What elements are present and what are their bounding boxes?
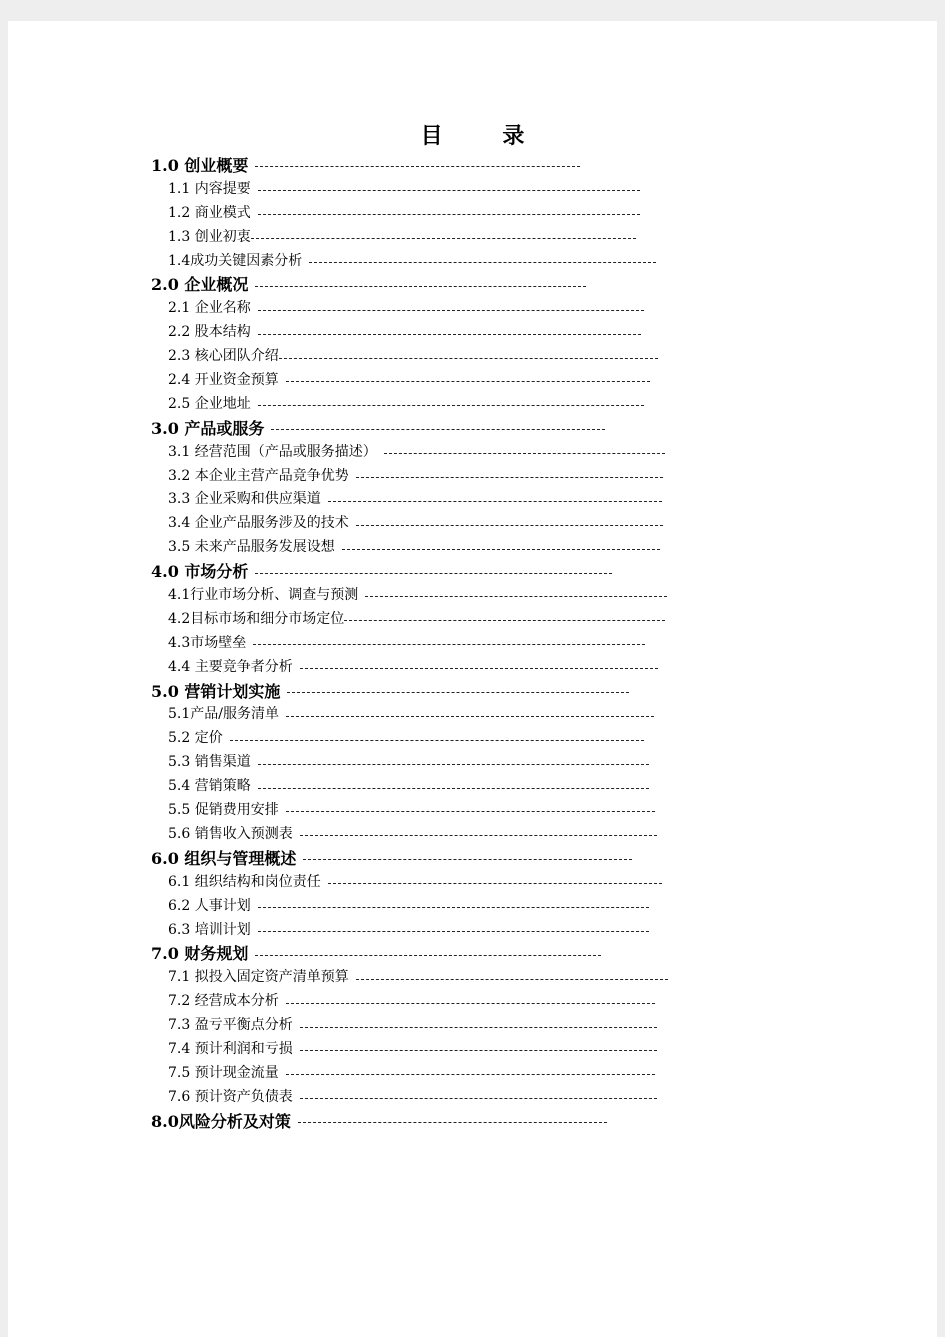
toc-dot-leader (309, 262, 656, 263)
toc-entry-label: 5.0 营销计划实施 (151, 681, 281, 701)
toc-section-entry[interactable] (151, 297, 691, 321)
toc-entry-label: 1.1 内容提要 (168, 180, 251, 197)
toc-section-entry[interactable] (151, 966, 691, 990)
toc-section-entry[interactable] (151, 226, 691, 250)
toc-dot-leader (255, 955, 601, 956)
toc-dot-leader (251, 238, 636, 239)
toc-entry-label: 7.2 经营成本分析 (168, 993, 279, 1010)
toc-section-entry[interactable] (151, 775, 691, 799)
toc-dot-leader (286, 1074, 655, 1075)
toc-section-entry[interactable] (151, 823, 691, 847)
toc-dot-leader (300, 1098, 657, 1099)
toc-dot-leader (344, 620, 665, 621)
toc-entry-label: 6.2 人事计划 (168, 897, 251, 914)
toc-dot-leader (258, 907, 649, 908)
toc-dot-leader (258, 190, 640, 191)
toc-section-entry[interactable] (151, 1038, 691, 1062)
toc-dot-leader (258, 764, 649, 765)
toc-section-entry[interactable] (151, 512, 691, 536)
toc-section-entry[interactable] (151, 488, 691, 512)
toc-entry-label: 4.1行业市场分析、调查与预测 (168, 587, 359, 604)
toc-dot-leader (356, 525, 663, 526)
toc-dot-leader (258, 931, 649, 932)
toc-section-entry[interactable] (151, 393, 691, 417)
toc-section-entry[interactable] (151, 250, 691, 274)
toc-entry-label: 2.2 股本结构 (168, 324, 251, 341)
toc-dot-leader (255, 573, 612, 574)
toc-entry-label: 4.4 主要竞争者分析 (168, 658, 293, 675)
toc-section-entry[interactable] (151, 608, 691, 632)
toc-section-entry[interactable] (151, 871, 691, 895)
toc-dot-leader (255, 286, 586, 287)
toc-dot-leader (230, 740, 644, 741)
toc-entry-label: 7.6 预计资产负债表 (168, 1088, 293, 1105)
toc-entry-label: 5.4 营销策略 (168, 778, 251, 795)
toc-section-entry[interactable] (151, 632, 691, 656)
toc-entry-label: 4.0 市场分析 (151, 562, 249, 582)
toc-dot-leader (287, 692, 629, 693)
toc-entry-label: 2.1 企业名称 (168, 300, 251, 317)
toc-entry-label: 1.3 创业初衷 (168, 228, 251, 245)
toc-dot-leader (258, 310, 644, 311)
toc-entry-label: 8.0风险分析及对策 (151, 1111, 291, 1131)
toc-section-entry[interactable] (151, 178, 691, 202)
toc-dot-leader (303, 859, 632, 860)
toc-section-entry[interactable] (151, 751, 691, 775)
toc-dot-leader (258, 788, 649, 789)
toc-dot-leader (300, 1027, 657, 1028)
toc-dot-leader (356, 979, 668, 980)
toc-entry-label: 3.1 经营范围（产品或服务描述） (168, 443, 377, 460)
toc-section-entry[interactable] (151, 584, 691, 608)
toc-section-entry[interactable] (151, 727, 691, 751)
toc-section-entry[interactable] (151, 202, 691, 226)
toc-entry-label: 5.1产品/服务清单 (168, 706, 279, 723)
toc-entry-label: 6.1 组织结构和岗位责任 (168, 873, 321, 890)
toc-chapter-entry[interactable] (151, 942, 691, 966)
toc-entry-label: 5.2 定价 (168, 730, 223, 747)
toc-entry-label: 2.4 开业资金预算 (168, 372, 279, 389)
toc-dot-leader (286, 811, 655, 812)
toc-section-entry[interactable] (151, 441, 691, 465)
toc-dot-leader (286, 716, 654, 717)
toc-entry-label: 3.2 本企业主营产品竞争优势 (168, 467, 349, 484)
toc-dot-leader (365, 596, 667, 597)
toc-dot-leader (328, 501, 662, 502)
document-page (8, 21, 937, 1337)
toc-entry-label: 3.3 企业采购和供应渠道 (168, 491, 321, 508)
toc-dot-leader (286, 1003, 655, 1004)
toc-dot-leader (328, 883, 662, 884)
toc-chapter-entry[interactable] (151, 847, 691, 871)
toc-dot-leader (286, 381, 650, 382)
toc-entry-label: 3.5 未来产品服务发展设想 (168, 539, 335, 556)
toc-entry-label: 7.5 预计现金流量 (168, 1064, 279, 1081)
toc-dot-leader (258, 214, 640, 215)
toc-entry-label: 4.2目标市场和细分市场定位 (168, 610, 345, 627)
toc-entry-label: 5.3 销售渠道 (168, 754, 251, 771)
toc-entry-label: 3.4 企业产品服务涉及的技术 (168, 515, 349, 532)
toc-dot-leader (298, 1122, 607, 1123)
toc-entry-label: 1.2 商业模式 (168, 204, 251, 221)
toc-dot-leader (258, 405, 644, 406)
toc-entry-label: 2.3 核心团队介绍 (168, 348, 279, 365)
toc-dot-leader (300, 668, 658, 669)
toc-section-entry[interactable] (151, 799, 691, 823)
toc-section-entry[interactable] (151, 1062, 691, 1086)
toc-entry-label: 6.0 组织与管理概述 (151, 848, 297, 868)
toc-section-entry[interactable] (151, 1086, 691, 1110)
toc-section-entry[interactable] (151, 656, 691, 680)
toc-section-entry[interactable] (151, 990, 691, 1014)
toc-dot-leader (342, 549, 660, 550)
toc-dot-leader (300, 835, 657, 836)
toc-section-entry[interactable] (151, 895, 691, 919)
toc-dot-leader (258, 334, 641, 335)
toc-section-entry[interactable] (151, 465, 691, 489)
page-title: 目 录 (420, 123, 551, 149)
toc-dot-leader (255, 166, 580, 167)
toc-dot-leader (356, 477, 663, 478)
toc-entry-label: 2.0 企业概况 (151, 275, 249, 295)
toc-section-entry[interactable] (151, 369, 691, 393)
toc-entry-label: 5.6 销售收入预测表 (168, 825, 293, 842)
toc-entry-label: 7.0 财务规划 (151, 944, 249, 964)
toc-section-entry[interactable] (151, 345, 691, 369)
toc-chapter-entry[interactable] (151, 154, 691, 178)
toc-entry-label: 5.5 促销费用安排 (168, 802, 279, 819)
toc-entry-label: 4.3市场壁垒 (168, 634, 247, 651)
toc-entry-label: 7.4 预计利润和亏损 (168, 1040, 293, 1057)
toc-chapter-entry[interactable] (151, 680, 691, 704)
toc-entry-label: 3.0 产品或服务 (151, 418, 265, 438)
toc-section-entry[interactable] (151, 919, 691, 943)
toc-entry-label: 2.5 企业地址 (168, 395, 251, 412)
toc-section-entry[interactable] (151, 1014, 691, 1038)
toc-dot-leader (271, 429, 605, 430)
toc-entry-label: 7.1 拟投入固定资产清单预算 (168, 969, 349, 986)
toc-section-entry[interactable] (151, 321, 691, 345)
toc-entry-label: 1.4成功关键因素分析 (168, 252, 303, 269)
toc-chapter-entry[interactable] (151, 1110, 691, 1134)
toc-entry-label: 1.0 创业概要 (151, 156, 249, 175)
toc-entry-label: 6.3 培训计划 (168, 921, 251, 938)
toc-section-entry[interactable] (151, 703, 691, 727)
toc-dot-leader (279, 354, 658, 359)
table-of-contents (151, 154, 691, 1134)
toc-dot-leader (253, 644, 645, 645)
toc-section-entry[interactable] (151, 536, 691, 560)
toc-entry-label: 7.3 盈亏平衡点分析 (168, 1017, 293, 1034)
toc-chapter-entry[interactable] (151, 560, 691, 584)
toc-chapter-entry[interactable] (151, 273, 691, 297)
toc-dot-leader (384, 453, 665, 454)
toc-dot-leader (300, 1050, 657, 1051)
toc-chapter-entry[interactable] (151, 417, 691, 441)
